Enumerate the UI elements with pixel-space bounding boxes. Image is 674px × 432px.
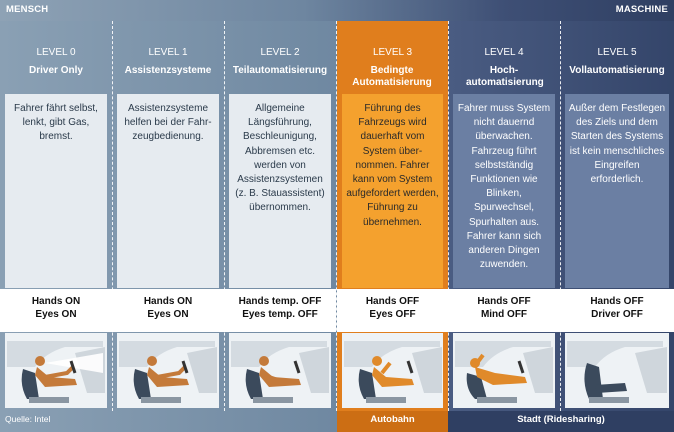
driver-illustration	[342, 333, 443, 408]
driver-illustration	[453, 333, 555, 408]
hands-line-2: Eyes ON	[147, 309, 189, 320]
level-number: LEVEL 0	[36, 47, 76, 58]
level-title: Assistenzsysteme	[124, 65, 212, 76]
level-1-column	[112, 21, 224, 411]
footer-bar-left	[0, 411, 337, 432]
level-3-column	[337, 21, 448, 411]
source-label: Quelle: Intel	[5, 414, 51, 424]
hands-line-1: Hands temp. OFF	[238, 296, 322, 307]
level-number: LEVEL 4	[484, 47, 524, 58]
hands-box	[448, 289, 560, 332]
level-number: LEVEL 1	[148, 47, 188, 58]
hands-box	[337, 289, 448, 332]
hands-line-1: Hands OFF	[477, 296, 531, 307]
maschine-label: MASCHINE	[615, 4, 668, 15]
hands-line-2: Mind OFF	[480, 309, 528, 320]
hands-box	[224, 289, 336, 332]
hands-line-2: Eyes temp. OFF	[242, 309, 318, 320]
driver-illustration	[5, 333, 107, 408]
hands-box	[560, 289, 674, 332]
hands-box	[112, 289, 224, 332]
level-2-column	[224, 21, 336, 411]
level-0-column	[0, 21, 112, 411]
driver-illustration	[117, 333, 219, 408]
level-number: LEVEL 2	[260, 47, 300, 58]
level-description: Assistenzsysteme helfen bei der Fahr-zeugbedienung.	[117, 94, 219, 288]
level-number: LEVEL 3	[372, 47, 413, 58]
level-title: Teilautomatisierung	[232, 65, 328, 76]
level-title: Driver Only	[29, 65, 83, 76]
level-number: LEVEL 5	[597, 47, 637, 58]
level-title: Bedingte Automatisierung	[352, 65, 432, 88]
hands-line-2: Eyes ON	[35, 309, 77, 320]
level-description: Allgemeine Längsführung, Beschleunigung, Abbremsen etc. werden von Assistenzsystemen (z. B. Stauassistent) übernommen.	[229, 94, 331, 288]
level-description: Außer dem Festlegen des Ziels und dem Starten des Systems ist kein menschliches Eingreifen erforderlich.	[565, 94, 669, 288]
level-description: Fahrer muss System nicht dauernd überwachen. Fahrzeug führt selbstständig Funktionen wie Blinken, Spurwechsel, Spurhalten aus. Fahrer kann sich anderen Dingen zuwenden.	[453, 94, 555, 288]
level-title: Hoch-automatisierung	[466, 65, 544, 88]
hands-line-1: Hands OFF	[590, 296, 644, 307]
driver-illustration	[229, 333, 331, 408]
mensch-label: MENSCH	[6, 4, 49, 15]
level-5-column	[560, 21, 674, 411]
stadt-label: Stadt (Ridesharing)	[517, 414, 605, 425]
hands-line-1: Hands OFF	[365, 296, 420, 307]
hands-box	[0, 289, 112, 332]
level-4-column	[448, 21, 560, 411]
hands-line-2: Driver OFF	[591, 309, 643, 320]
level-description: Führung des Fahrzeugs wird dauerhaft vom System über-nommen. Fahrer kann vom System aufgefordert werden, Führung zu übernehmen.	[342, 94, 443, 288]
hands-line-2: Eyes OFF	[369, 309, 416, 320]
empty-seat-illustration	[565, 333, 669, 408]
level-title: Vollautomatisierung	[569, 65, 665, 76]
hands-line-1: Hands ON	[143, 296, 193, 307]
autobahn-label: Autobahn	[370, 414, 415, 425]
mensch-maschine-band	[0, 0, 674, 21]
level-description: Fahrer fährt selbst, lenkt, gibt Gas, bremst.	[5, 94, 107, 288]
hands-line-1: Hands ON	[31, 296, 81, 307]
